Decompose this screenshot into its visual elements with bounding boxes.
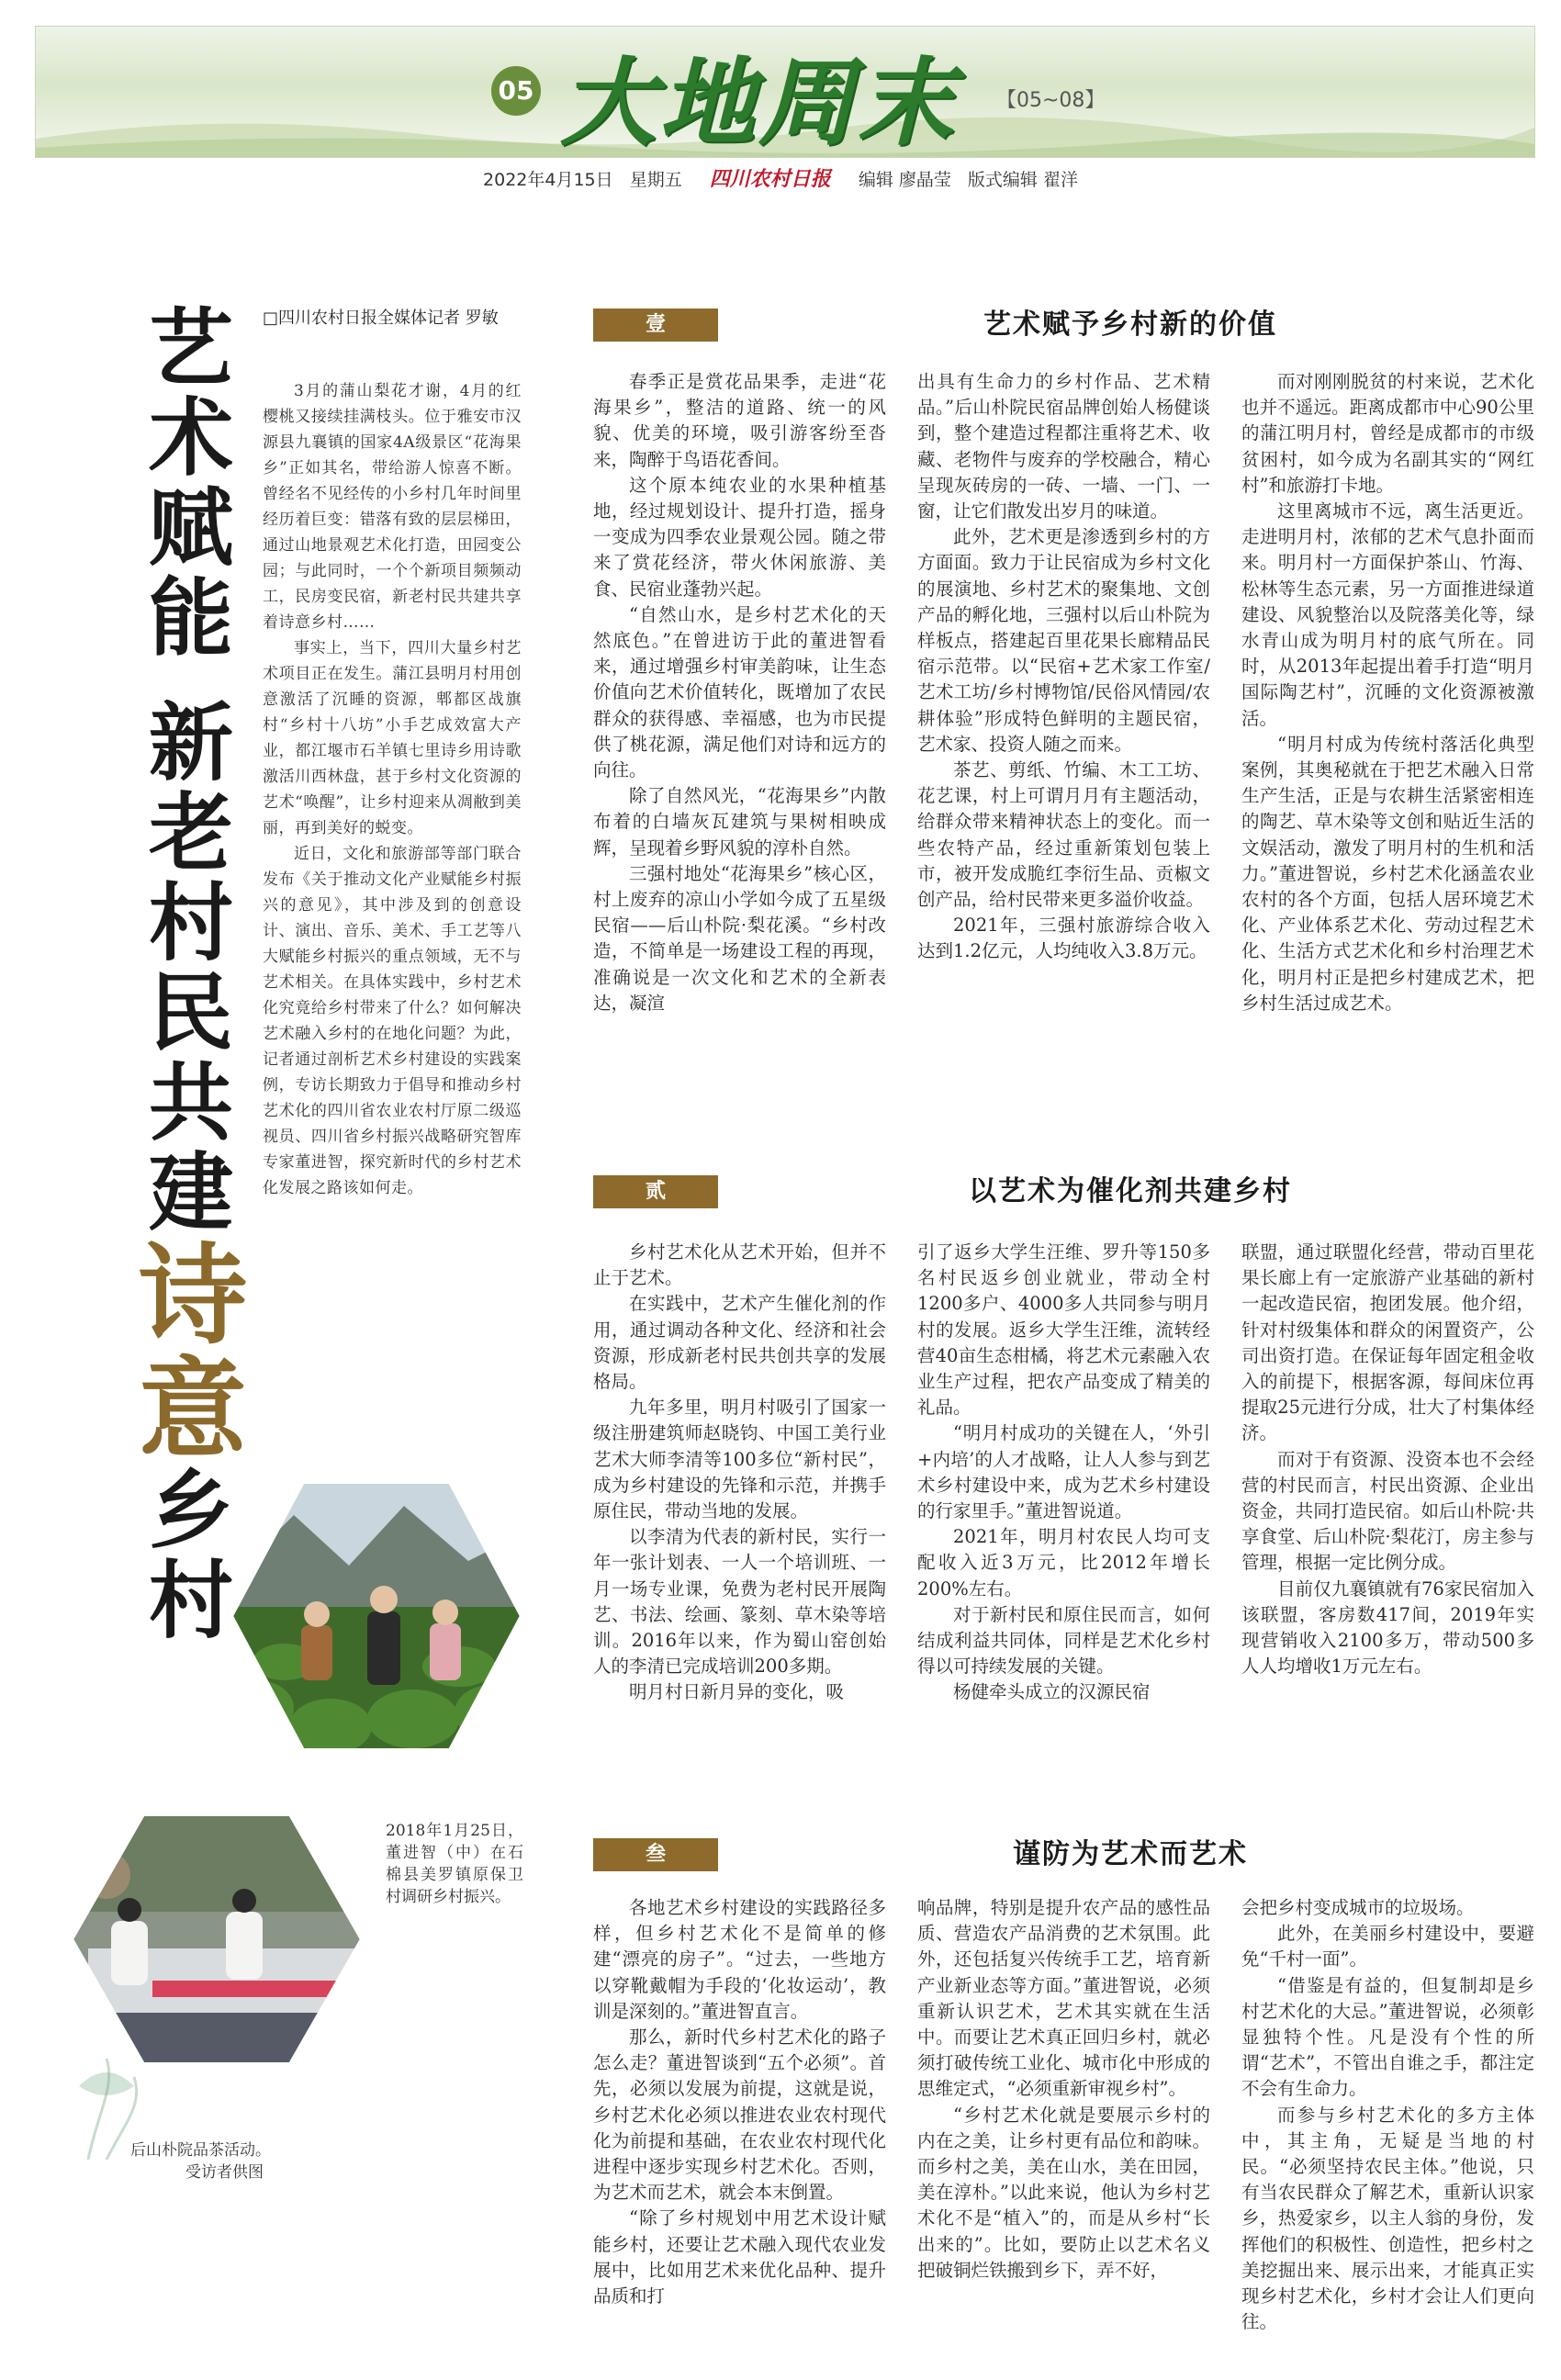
section-1-tab: 壹 (593, 309, 718, 342)
paragraph: 以李清为代表的新村民，实行一年一张计划表、一人一个培训班、一月一场专业课，免费为老村民开展陶艺、书法、绘画、篆刻、草木染等培训。2016年以来，作为蜀山窑创始人的李清已完成培训200多期。 (593, 1526, 886, 1678)
newspaper-name: 四川农村日报 (709, 168, 831, 191)
paragraph: 春季正是赏花品果季，走进“花海果乡”，整洁的道路、统一的风貌、优美的环境，吸引游客纷至沓来，陶醉于鸟语花香间。 (593, 371, 886, 470)
paragraph: 此外，在美丽乡村建设中，要避免“千村一面”。 (1241, 1923, 1534, 1970)
headline-accent: 诗意 (120, 1238, 247, 1466)
paragraph: 目前仅九襄镇就有76家民宿加入该联盟，客房数417间，2019年实现营销收入2100多万，带动500多人人均增收1万元左右。 (1241, 1577, 1534, 1678)
text-column (1241, 369, 1534, 1016)
intro-paragraph: 近日，文化和旅游部等部门联合发布《关于推动文化产业赋能乡村振兴的意见》，其中涉及到的创意设计、演出、音乐、美术、手工艺等八大赋能乡村振兴的重点领域，无不与艺术相关。在具体实践中，乡村艺术化究竟给乡村带来了什么？如何解决艺术融入乡村的在地化问题？为此，记者通过剖析艺术乡村建设的实践案例，专访长期致力于倡导和推动乡村艺术化的四川省农业农村厅原二级巡视员、四川省乡村振兴战略研究智库专家董进智，探究新时代的乡村艺术化发展之路该如何走。 (263, 845, 522, 1197)
intro-paragraph: 事实上，当下，四川大量乡村艺术项目正在发生。蒲江县明月村用创意激活了沉睡的资源，郫都区战旗村“乡村十八坊”小手艺成效富大产业，都江堰市石羊镇七里诗乡用诗歌激活川西林盘，甚于乡村文化资源的艺术“唤醒”，让乡村迎来从凋敝到美丽，再到美好的蜕变。 (263, 639, 522, 837)
editor: 编辑 廖晶莹 (858, 170, 951, 190)
text-column (593, 1240, 886, 1706)
paragraph: “明月村成为传统村落活化典型案例，其奥秘就在于把艺术融入日常生产生活，正是与农耕生活紧密相连的陶艺、草木染等文创和贴近生活的文娱活动，激发了明月村的生机和活力。”董进智说，乡村艺术化涵盖农业农村的各个方面，包括人居环境艺术化、产业体系艺术化、劳动过程艺术化、生活方式艺术化和乡村治理艺术化，明月村正是把乡村建成艺术，把乡村生活过成艺术。 (1241, 733, 1534, 1014)
section-3-body (593, 1895, 1535, 2335)
dateline (0, 163, 1561, 192)
photo-tea-activity (70, 1811, 364, 2160)
photo-field-visit (230, 1478, 523, 1754)
intro-text (263, 378, 522, 1201)
paragraph: 而对刚刚脱贫的村来说，艺术化也并不遥远。距离成都市中心90公里的蒲江明月村，曾经是成都市的市级贫困村，如今成为名副其实的“网红村”和旅游打卡地。 (1241, 371, 1534, 496)
text-column (917, 369, 1210, 1016)
paragraph: 引了返乡大学生汪维、罗升等150多名村民返乡创业就业，带动全村1200多户、4000多人共同参与明月村的发展。返乡大学生汪维，流转经营40亩生态柑橘，将艺术元素融入农业生产过程，把农产品变成了精美的礼品。 (917, 1241, 1210, 1419)
paragraph: 2021年，三强村旅游综合收入达到1.2亿元，人均纯收入3.8万元。 (917, 915, 1210, 962)
section-3-tab: 叁 (593, 1838, 718, 1871)
paragraph: 在实践中，艺术产生催化剂的作用，通过调动各种文化、经济和社会资源，形成新老村民共创共享的发展格局。 (593, 1293, 886, 1393)
main-headline (120, 303, 247, 1646)
paragraph: 这里离城市不远，离生活更近。走进明月村，浓郁的艺术气息扑面而来。明月村一方面保护茶山、竹海、松林等生态元素，另一方面推进绿道建设、风貌整治以及院落美化等，绿水青山成为明月村的底气所在。同时，从2013年起提出着手打造“明月国际陶艺村”，沉睡的文化资源被激活。 (1241, 500, 1534, 729)
paragraph: 九年多里，明月村吸引了国家一级注册建筑师赵晓钧、中国工美行业艺术大师李清等100多位“新村民”，成为乡村建设的先锋和示范，并携手原住民，带动当地的发展。 (593, 1397, 886, 1522)
paragraph: 会把乡村变成城市的垃圾场。 (1241, 1897, 1475, 1918)
caption-text: 后山朴院品茶活动。 (130, 2141, 271, 2160)
paragraph: 那么，新时代乡村艺术化的路子怎么走？董进智谈到“五个必须”。首先，必须以发展为前提，这就是说，乡村艺术化必须以推进农业农村现代化为前提和基础，在农业农村现代化进程中逐步实现乡村艺术化。否则，为艺术而艺术，就会本末倒置。 (593, 2026, 886, 2204)
section-2-tab: 贰 (593, 1175, 718, 1208)
photo-caption-1: 2018年1月25日，董进智（中）在石棉县美罗镇原保卫村调研乡村振兴。 (386, 1822, 523, 1906)
paragraph: “明月村成功的关键在人，‘外引+内培’的人才战略，让人人参与到艺术乡村建设中来，成为艺术乡村建设的行家里手。”董进智说道。 (917, 1422, 1210, 1522)
paragraph: 乡村艺术化从艺术开始，但并不止于艺术。 (593, 1241, 886, 1289)
intro-paragraph: 3月的蒲山梨花才谢，4月的红樱桃又接续挂满枝头。位于雅安市汉源县九襄镇的国家4A级景区“花海果乡”正如其名，带给游人惊喜不断。曾经名不见经传的小乡村几年时间里经历着巨变：错落有致的层层梯田，通过山地景观艺术化打造，田园变公园；与此同时，一个个新项目频频动工，民房变民宿，新老村民共建共享着诗意乡村…… (263, 382, 522, 632)
paragraph: 出具有生命力的乡村作品、艺术精品。”后山朴院民宿品牌创始人杨健谈到，整个建造过程都注重将艺术、收藏、老物件与废弃的学校融合，精心呈现灰砖房的一砖、一墙、一门、一窗，让它们散发出岁月的味道。 (917, 371, 1210, 522)
paragraph: 对于新村民和原住民而言，如何结成利益共同体，同样是艺术化乡村得以可持续发展的关键。 (917, 1603, 1210, 1678)
photo-caption-2 (130, 2139, 332, 2184)
page-range: 【05~08】 (996, 89, 1106, 112)
photo-credit: 受访者供图 (185, 2163, 264, 2182)
section-2-header (593, 1175, 1535, 1212)
text-column (593, 369, 886, 1016)
text-column (917, 1895, 1210, 2335)
paragraph: “除了乡村规划中用艺术设计赋能乡村，还要让艺术融入现代农业发展中，比如用艺术来优化品种、提升品质和打 (593, 2207, 886, 2307)
paragraph: “乡村艺术化就是要展示乡村的内在之美，让乡村更有品位和韵味。而乡村之美，美在山水，美在田园，美在淳朴。”以此来说，他认为乡村艺术化不是“植入”的，而是从乡村“长出来的”。比如，要防止以艺术名义把破铜烂铁搬到乡下，弄不好， (917, 2104, 1210, 2281)
paragraph: 各地艺术乡村建设的实践路径多样，但乡村艺术化不是简单的修建“漂亮的房子”。“过去，一些地方以穿靴戴帽为手段的‘化妆运动’，教训是深刻的。”董进智直言。 (593, 1897, 886, 2022)
paragraph: 三强村地处“花海果乡”核心区，村上废弃的凉山小学如今成了五星级民宿——后山朴院·梨花溪。“乡村改造，不简单是一场建设工程的再现，准确说是一次文化和艺术的全新表达，凝渲 (593, 862, 886, 1014)
paragraph: 2021年，明月村农民人均可支配收入近3万元，比2012年增长200%左右。 (917, 1526, 1210, 1600)
paragraph: 响品牌，特别是提升农产品的感性品质、营造农产品消费的艺术氛围。此外，还包括复兴传统手工艺，培育新产业新业态等方面。”董进智说，必须重新认识艺术，艺术其实就在生活中。而要让艺术真正回归乡村，就必须打破传统工业化、城市化中形成的思维定式，“必须重新审视乡村”。 (917, 1897, 1210, 2100)
headline-part1: 艺术赋能 新老村民共建 (135, 303, 233, 1239)
section-2-body (593, 1240, 1535, 1706)
text-column (1241, 1895, 1534, 2335)
paragraph: 联盟，通过联盟化经营，带动百里花果长廊上有一定旅游产业基础的新村一起改造民宿，抱团发展。他介绍，针对村级集体和群众的闲置资产，公司出资打造。在保证每年固定租金收入的前提下，根据客源，每间床位再提取25元进行分成，壮大了村集体经济。 (1241, 1241, 1534, 1444)
issue-date: 2022年4月15日 (483, 170, 613, 190)
section-3-title: 谨防为艺术而艺术 (1013, 1838, 1248, 1870)
paragraph: 这个原本纯农业的水果种植基地，经过规划设计、提升打造，摇身一变成为四季农业景观公园。随之带来了赏花经济，带火休闲旅游、美食、民宿业蓬勃兴起。 (593, 474, 886, 600)
page-number-badge: 05 (491, 66, 541, 116)
paragraph: 而参与乡村艺术化的多方主体中，其主角，无疑是当地的村民。“必须坚持农民主体。”他说，只有当农民群众了解艺术，重新认识家乡，热爱家乡，以主人翁的身份，发挥他们的积极性、创造性，把乡村之美挖掘出来、展示出来，才能真正实现乡村艺术化，乡村才会让人们更向往。 (1241, 2104, 1534, 2333)
byline: □四川农村日报全媒体记者 罗敏 (263, 309, 499, 328)
paragraph: 杨健牵头成立的汉源民宿 (953, 1681, 1151, 1703)
paragraph: 此外，艺术更是渗透到乡村的方方面面。致力于让民宿成为乡村文化的展演地、乡村艺术的聚集地、文创产品的孵化地，三强村以后山朴院为样板点，搭建起百里花果长廊精品民宿示范带。以“民宿+艺术家工作室/艺术工坊/乡村博物馆/民俗风情园/农耕体验”形成特色鲜明的主题民宿，艺术家、投资人随之而来。 (917, 526, 1210, 755)
text-column (1241, 1240, 1534, 1706)
paragraph: 明月村日新月异的变化，吸 (629, 1681, 845, 1703)
text-column (593, 1895, 886, 2335)
masthead-title: 大地周末 (560, 46, 958, 159)
section-1-header (593, 309, 1535, 345)
section-3-header (593, 1838, 1535, 1875)
paragraph: 除了自然风光，“花海果乡”内散布着的白墙灰瓦建筑与果树相映成辉，呈现着乡野风貌的淳朴自然。 (593, 785, 886, 859)
section-1-title: 艺术赋予乡村新的价值 (983, 309, 1277, 341)
text-column (917, 1240, 1210, 1706)
paragraph: 而对于有资源、没资本也不会经营的村民而言，村民出资源、企业出资金，共同打造民宿。如后山朴院·共享食堂、后山朴院·梨花汀，房主参与管理，根据一定比例分成。 (1241, 1448, 1534, 1574)
section-1-body (593, 369, 1535, 1016)
layout-editor: 版式编辑 翟洋 (967, 170, 1078, 190)
headline-part2: 乡村 (135, 1465, 233, 1646)
section-2-title: 以艺术为催化剂共建乡村 (969, 1175, 1292, 1207)
paragraph: 茶艺、剪纸、竹编、木工工坊、花艺课，村上可谓月月有主题活动，给群众带来精神状态上的变化。而一些农特产品，经过重新策划包装上市，被开发成脆红李衍生品、贡椒文创产品，给村民带来更多溢价收益。 (917, 759, 1210, 911)
paragraph: “借鉴是有益的，但复制却是乡村艺术化的大忌。”董进智说，必须彰显独特个性。凡是没有个性的所谓“艺术”，不管出自谁之手，都注定不会有生命力。 (1241, 1974, 1534, 2100)
paragraph: “自然山水，是乡村艺术化的天然底色。”在曾进访于此的董进智看来，通过增强乡村审美韵味，让生态价值向艺术价值转化，既增加了农民群众的获得感、幸福感，也为市民提供了桃花源，满足他们对诗和远方的向往。 (593, 603, 886, 781)
issue-weekday: 星期五 (629, 170, 682, 190)
